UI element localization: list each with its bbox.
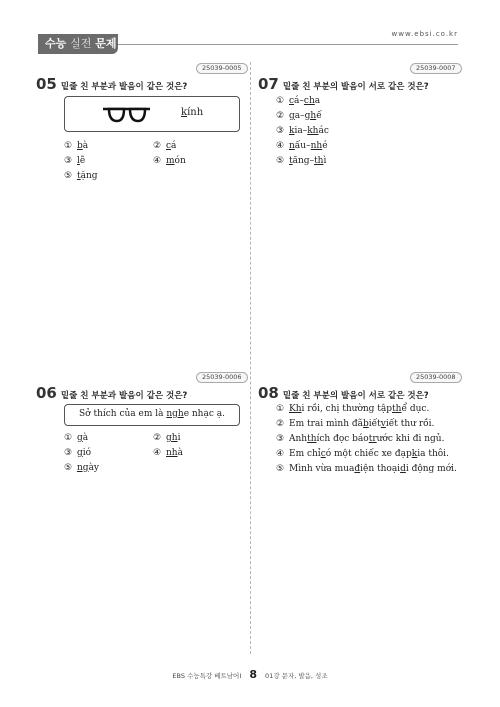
question-prompt: 밑줄 친 부분과 발음이 같은 것은? bbox=[60, 82, 188, 92]
badge-main: 수능 bbox=[45, 37, 67, 50]
option-1[interactable]: ① Kh i rồi, chị thường tập th ể dục. bbox=[276, 404, 430, 414]
column-divider bbox=[250, 62, 251, 654]
question-prompt: 밑줄 친 부분과 발음이 같은 것은? bbox=[60, 391, 188, 401]
question-code-07: 25039-0007 bbox=[410, 63, 462, 74]
question-08-heading bbox=[258, 384, 429, 402]
badge-mid: 실전 bbox=[70, 37, 92, 50]
question-number: 05 bbox=[36, 75, 57, 93]
option-4[interactable]: ④ nh à bbox=[153, 448, 183, 458]
question-07-options bbox=[276, 94, 329, 169]
question-code-05: 25039-0005 bbox=[196, 63, 248, 74]
question-08-options bbox=[276, 402, 457, 477]
option-3[interactable]: ③ g ió bbox=[64, 448, 92, 458]
question-06-options bbox=[64, 431, 244, 476]
question-number: 06 bbox=[36, 384, 57, 402]
option-5[interactable]: ⑤ t ặng bbox=[64, 171, 98, 181]
question-code-08: 25039-0008 bbox=[410, 372, 462, 383]
option-4[interactable]: ④ Em chỉ c ó một chiếc xe đạp k ia thôi. bbox=[276, 449, 449, 459]
question-07-heading bbox=[258, 75, 429, 93]
option-2[interactable]: ② gh i bbox=[153, 433, 181, 443]
section-badge bbox=[38, 34, 118, 54]
page-number: 8 bbox=[249, 668, 257, 681]
box-word: kính bbox=[181, 107, 204, 118]
footer-book-title: EBS 수능특강 베트남어Ⅰ bbox=[172, 672, 242, 680]
question-06-heading bbox=[36, 384, 187, 402]
option-1[interactable]: ① c á – ch a bbox=[276, 96, 321, 106]
footer-chapter: 01강 문자, 발음, 성조 bbox=[265, 672, 328, 680]
glasses-icon bbox=[103, 106, 151, 124]
page-footer bbox=[0, 668, 500, 681]
option-2[interactable]: ② g a – gh ế bbox=[276, 111, 322, 121]
question-05-box bbox=[64, 96, 240, 132]
option-3[interactable]: ③ k ia – kh ác bbox=[276, 126, 329, 136]
question-code-06: 25039-0006 bbox=[196, 372, 248, 383]
box-sentence: Sở thích của em là nghe nhạc ạ. bbox=[79, 409, 225, 419]
page-header bbox=[0, 0, 500, 60]
option-3[interactable]: ③ Anh th ích đọc báo tr ước khi đi ngủ. bbox=[276, 434, 445, 444]
option-5[interactable]: ⑤ t ăng – th ì bbox=[276, 156, 327, 166]
option-2[interactable]: ② c á bbox=[153, 141, 177, 151]
question-05-options bbox=[64, 139, 244, 184]
question-number: 08 bbox=[258, 384, 279, 402]
option-4[interactable]: ④ n ấu – nh é bbox=[276, 141, 328, 151]
question-prompt: 밑줄 친 부분의 발음이 서로 같은 것은? bbox=[282, 391, 429, 401]
question-number: 07 bbox=[258, 75, 279, 93]
site-url: www.ebsi.co.kr bbox=[391, 30, 458, 38]
header-rule bbox=[118, 44, 458, 45]
option-1[interactable]: ① b à bbox=[64, 141, 89, 151]
option-4[interactable]: ④ m ón bbox=[153, 156, 186, 166]
question-prompt: 밑줄 친 부분의 발음이 서로 같은 것은? bbox=[282, 82, 429, 92]
option-1[interactable]: ① g à bbox=[64, 433, 89, 443]
question-05-heading bbox=[36, 75, 187, 93]
question-06-box bbox=[64, 404, 240, 426]
badge-end: 문제 bbox=[95, 37, 117, 50]
option-5[interactable]: ⑤ ng ày bbox=[64, 463, 100, 473]
option-5[interactable]: ⑤ Mình vừa mua đ iện thoại d i động mới. bbox=[276, 464, 457, 474]
option-3[interactable]: ③ l ẽ bbox=[64, 156, 86, 166]
option-2[interactable]: ② Em trai mình đã b iết v iết thư rồi. bbox=[276, 419, 435, 429]
